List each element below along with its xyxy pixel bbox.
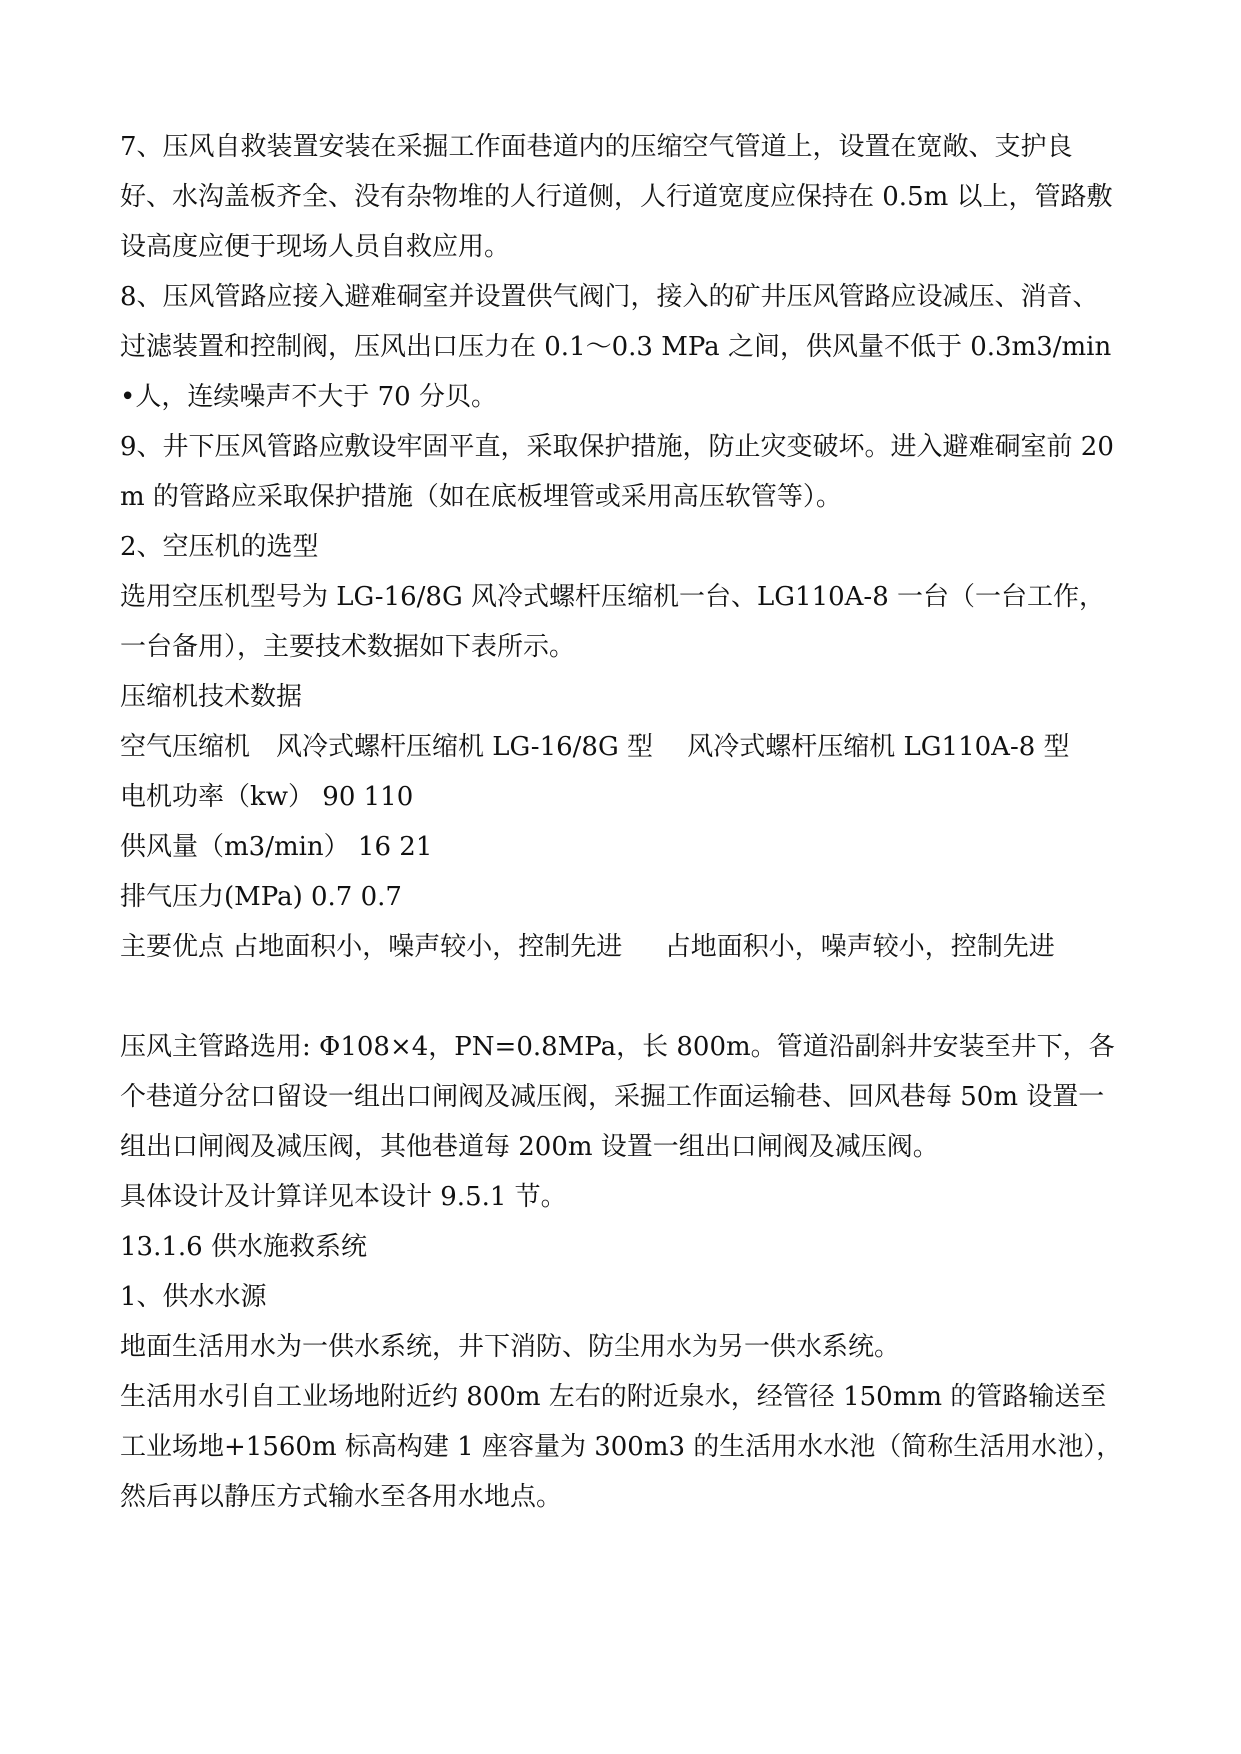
paragraph-water-systems: 地面生活用水为一供水系统，井下消防、防尘用水为另一供水系统。 xyxy=(120,1332,901,1362)
table-row-air-supply: 供风量（m3/min） 16 21 xyxy=(120,832,433,862)
paragraph-gap xyxy=(120,972,1124,1022)
document-body xyxy=(120,122,1124,1522)
table-caption: 压缩机技术数据 xyxy=(120,682,303,712)
table-row-motor-power: 电机功率（kw） 90 110 xyxy=(120,782,414,812)
paragraph-main-pipeline: 压风主管路选用: Φ108×4，PN=0.8MPa，长 800m。管道沿副斜井安装至井下，各个巷道分岔口留设一组出口闸阀及减压阀，采掘工作面运输巷、回风巷每 50m 设置一组出口闸阀及减压阀，其他巷道每 200m 设置一组出口闸阀及减压阀。 xyxy=(120,1032,1115,1162)
section-heading-compressor-selection: 2、空压机的选型 xyxy=(120,532,319,562)
paragraph-design-reference: 具体设计及计算详见本设计 9.5.1 节。 xyxy=(120,1182,567,1212)
table-row-main-advantages: 主要优点 占地面积小，噪声较小，控制先进 占地面积小，噪声较小，控制先进 xyxy=(120,932,1055,962)
paragraph-item-7: 7、压风自救装置安装在采掘工作面巷道内的压缩空气管道上，设置在宽敞、支护良好、水沟盖板齐全、没有杂物堆的人行道侧，人行道宽度应保持在 0.5m 以上，管路敷设高度应便于现场人员自救应用。 xyxy=(120,132,1113,262)
section-heading-water-supply-rescue: 13.1.6 供水施救系统 xyxy=(120,1232,367,1262)
table-row-header: 空气压缩机 风冷式螺杆压缩机 LG-16/8G 型 风冷式螺杆压缩机 LG110A-8 型 xyxy=(120,732,1070,762)
section-heading-water-source: 1、供水水源 xyxy=(120,1282,267,1312)
paragraph-item-9: 9、井下压风管路应敷设牢固平直，采取保护措施，防止灾变破坏。进入避难硐室前 20m 的管路应采取保护措施（如在底板埋管或采用高压软管等）。 xyxy=(120,432,1114,512)
table-row-exhaust-pressure: 排气压力(MPa) 0.7 0.7 xyxy=(120,882,402,912)
paragraph-domestic-water: 生活用水引自工业场地附近约 800m 左右的附近泉水，经管径 150mm 的管路输送至工业场地+1560m 标高构建 1 座容量为 300m3 的生活用水水池（简称生活用水池），然后再以静压方式输水至各用水地点。 xyxy=(120,1382,1123,1512)
paragraph-compressor-model: 选用空压机型号为 LG-16/8G 风冷式螺杆压缩机一台、LG110A-8 一台（一台工作，一台备用），主要技术数据如下表所示。 xyxy=(120,582,1106,662)
paragraph-item-8: 8、压风管路应接入避难硐室并设置供气阀门，接入的矿井压风管路应设减压、消音、过滤装置和控制阀，压风出口压力在 0.1～0.3 MPa 之间，供风量不低于 0.3m3/min•人，连续噪声不大于 70 分贝。 xyxy=(120,282,1112,412)
